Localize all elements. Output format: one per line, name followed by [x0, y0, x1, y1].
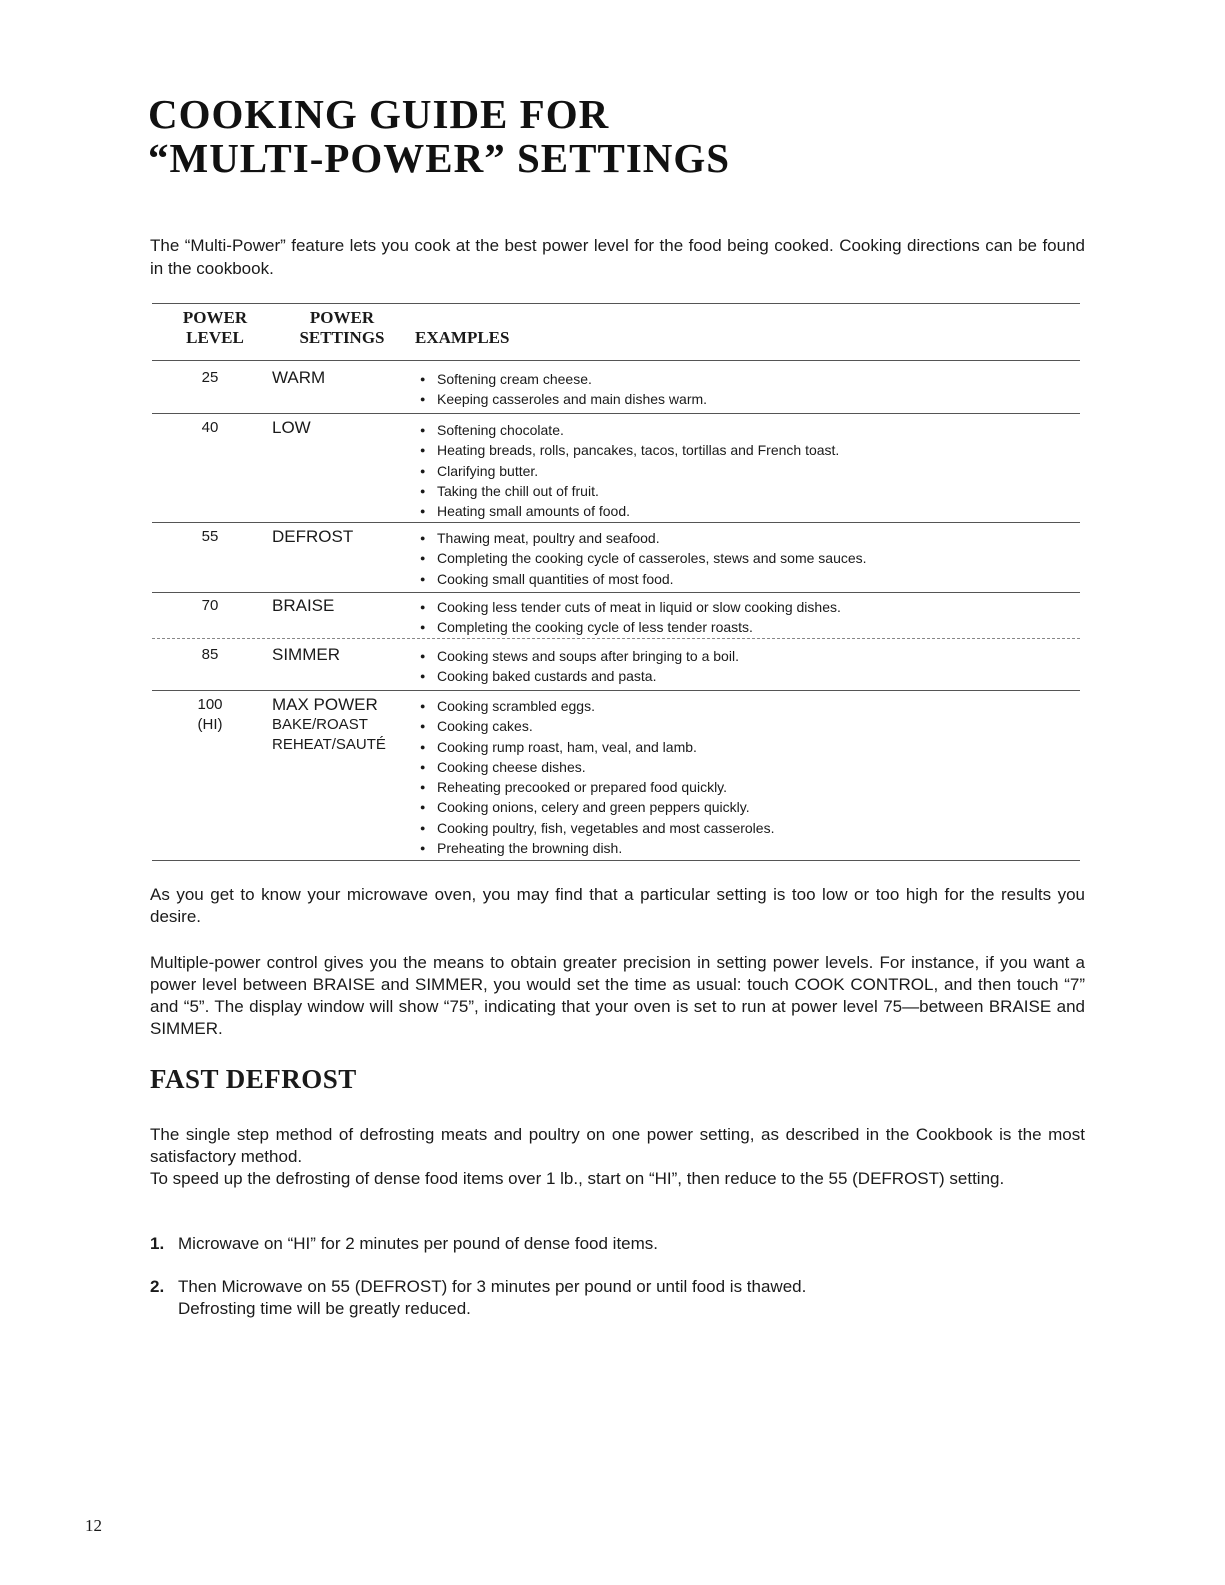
title-line-1: COOKING GUIDE FOR: [148, 91, 610, 137]
example-item: ● Completing the cooking cycle of casseroles, stews and some sauces.: [420, 548, 867, 568]
level-value: 85: [201, 646, 219, 663]
example-item: ● Cooking cakes.: [420, 716, 774, 736]
example-item: ● Cooking baked custards and pasta.: [420, 666, 739, 686]
row-examples: [420, 420, 839, 521]
step-item: [150, 1276, 1085, 1320]
example-item: ● Cooking scrambled eggs.: [420, 696, 774, 716]
row-setting: [272, 368, 325, 388]
row-examples: [420, 528, 867, 589]
example-item: ● Thawing meat, poultry and seafood.: [420, 528, 867, 548]
row-examples: [420, 369, 707, 410]
level-value: 100: [197, 696, 223, 713]
table-rule-bottom: [152, 860, 1080, 861]
row-level: [155, 418, 265, 438]
step-continuation: Defrosting time will be greatly reduced.: [178, 1299, 471, 1318]
row-divider: [152, 592, 1080, 593]
level-value: 25: [201, 369, 219, 386]
level-value: 40: [201, 419, 219, 436]
setting-label: DEFROST: [272, 527, 354, 546]
row-examples: [420, 696, 774, 858]
row-level: [155, 645, 265, 665]
row-level: [155, 368, 265, 388]
row-setting: [272, 596, 334, 616]
example-item: ● Cooking stews and soups after bringing to a boil.: [420, 646, 739, 666]
row-setting: [272, 645, 340, 665]
example-item: ● Cooking poultry, fish, vegetables and most casseroles.: [420, 818, 774, 838]
step-number: 1.: [150, 1234, 165, 1253]
example-item: ● Reheating precooked or prepared food quickly.: [420, 777, 774, 797]
example-item: ● Cooking rump roast, ham, veal, and lamb.: [420, 737, 774, 757]
row-divider: [152, 690, 1080, 691]
paragraph-multiple-power: Multiple-power control gives you the means to obtain greater precision in setting power levels. For instance, if you want a power level between BRAISE and SIMMER, you would set the time as usual: touch COOK CONTROL, and then touch “7” and “5”. The display window will show “75”, indicating that your oven is set to run at power level 75—between BRAISE and SIMMER.: [150, 953, 1085, 1038]
header-power-level: [165, 308, 265, 348]
step-item: [150, 1233, 1085, 1255]
table-rule-top: [152, 303, 1080, 304]
example-item: ● Preheating the browning dish.: [420, 838, 774, 858]
step-text: Microwave on “HI” for 2 minutes per pound of dense food items.: [178, 1234, 659, 1253]
header-power-settings-line2: SETTINGS: [299, 328, 385, 347]
example-item: ● Keeping casseroles and main dishes warm.: [420, 389, 707, 409]
table-rule-header: [152, 360, 1080, 361]
page-number: 12: [85, 1516, 102, 1535]
level-value: 55: [201, 528, 219, 545]
page-title: [148, 92, 730, 180]
level-value-alias: (HI): [197, 716, 223, 733]
row-divider: [152, 638, 1080, 639]
setting-label: BAKE/ROAST: [272, 716, 368, 733]
example-item: ● Clarifying butter.: [420, 461, 839, 481]
example-item: ● Heating breads, rolls, pancakes, tacos, tortillas and French toast.: [420, 440, 839, 460]
setting-label: REHEAT/SAUTÉ: [272, 736, 386, 753]
example-item: ● Cooking small quantities of most food.: [420, 569, 867, 589]
row-level: [155, 596, 265, 616]
paragraph-single-step: The single step method of defrosting meats and poultry on one power setting, as described in the Cookbook is the most satisfactory method.: [150, 1125, 1085, 1166]
step-text: Then Microwave on 55 (DEFROST) for 3 minutes per pound or until food is thawed.: [178, 1277, 807, 1296]
example-item: ● Softening cream cheese.: [420, 369, 707, 389]
example-item: ● Softening chocolate.: [420, 420, 839, 440]
header-power-settings-line1: POWER: [309, 308, 375, 327]
header-power-level-line1: POWER: [182, 308, 248, 327]
setting-label: SIMMER: [272, 645, 340, 664]
example-item: ● Cooking cheese dishes.: [420, 757, 774, 777]
example-item: ● Cooking less tender cuts of meat in liquid or slow cooking dishes.: [420, 597, 841, 617]
row-examples: [420, 597, 841, 638]
row-setting: [272, 695, 386, 755]
title-line-2: “MULTI-POWER” SETTINGS: [148, 135, 731, 181]
row-setting: [272, 418, 311, 438]
setting-label: MAX POWER: [272, 695, 378, 714]
header-power-settings: [282, 308, 402, 348]
row-divider: [152, 522, 1080, 523]
header-examples: EXAMPLES: [415, 328, 510, 347]
example-item: ● Taking the chill out of fruit.: [420, 481, 839, 501]
step-number: 2.: [150, 1277, 165, 1296]
example-item: ● Cooking onions, celery and green peppers quickly.: [420, 797, 774, 817]
row-setting: [272, 527, 353, 547]
row-level: [155, 527, 265, 547]
paragraph-speed-up: To speed up the defrosting of dense food items over 1 lb., start on “HI”, then reduce to the 55 (DEFROST) setting.: [150, 1169, 1005, 1188]
row-divider: [152, 413, 1080, 414]
setting-label: WARM: [272, 368, 326, 387]
header-power-level-line2: LEVEL: [186, 328, 244, 347]
level-value: 70: [201, 597, 219, 614]
example-item: ● Heating small amounts of food.: [420, 501, 839, 521]
setting-label: BRAISE: [272, 596, 335, 615]
row-level: [155, 695, 265, 735]
example-item: ● Completing the cooking cycle of less tender roasts.: [420, 617, 841, 637]
paragraph-too-low-high: As you get to know your microwave oven, you may find that a particular setting is too low or too high for the results you desire.: [150, 885, 1085, 926]
intro-paragraph: The “Multi-Power” feature lets you cook at the best power level for the food being cooked. Cooking directions can be found in the cookbook.: [150, 236, 1085, 278]
section-heading-fast-defrost: FAST DEFROST: [150, 1064, 357, 1094]
setting-label: LOW: [272, 418, 311, 437]
row-examples: [420, 646, 739, 687]
